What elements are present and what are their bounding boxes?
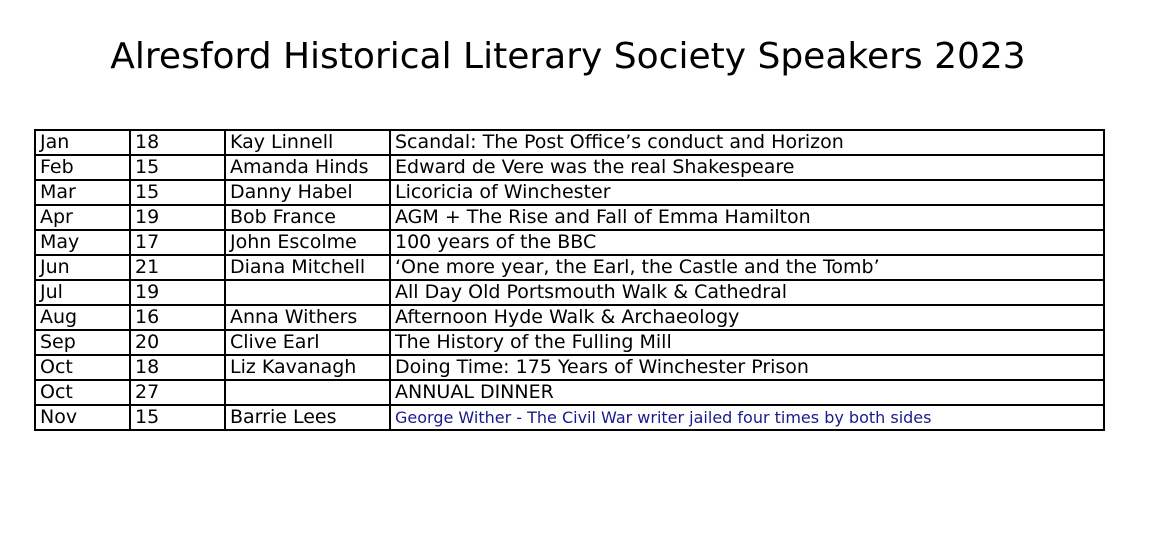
table-row — [35, 230, 1104, 255]
month-cell: Oct — [35, 380, 130, 405]
topic-cell: George Wither - The Civil War writer jailed four times by both sides — [390, 405, 1104, 430]
speaker-cell: Liz Kavanagh — [225, 355, 390, 380]
table-row — [35, 180, 1104, 205]
month-cell: Mar — [35, 180, 130, 205]
table-row — [35, 155, 1104, 180]
topic-cell: Afternoon Hyde Walk & Archaeology — [390, 305, 1104, 330]
month-cell: Feb — [35, 155, 130, 180]
month-cell: Jul — [35, 280, 130, 305]
page-title: Alresford Historical Literary Society Speakers 2023 — [110, 36, 1026, 77]
day-cell: 15 — [130, 180, 225, 205]
speaker-cell: Kay Linnell — [225, 130, 390, 155]
table-row — [35, 305, 1104, 330]
day-cell: 18 — [130, 130, 225, 155]
speaker-cell: Danny Habel — [225, 180, 390, 205]
day-cell: 20 — [130, 330, 225, 355]
topic-cell: ‘One more year, the Earl, the Castle and the Tomb’ — [390, 255, 1104, 280]
speakers-table — [34, 129, 1105, 431]
table-row — [35, 280, 1104, 305]
day-cell: 19 — [130, 205, 225, 230]
speaker-cell: Anna Withers — [225, 305, 390, 330]
speaker-cell: Clive Earl — [225, 330, 390, 355]
topic-cell: ANNUAL DINNER — [390, 380, 1104, 405]
speaker-cell: Diana Mitchell — [225, 255, 390, 280]
month-cell: Nov — [35, 405, 130, 430]
table-row — [35, 380, 1104, 405]
table-row — [35, 355, 1104, 380]
month-cell: Jan — [35, 130, 130, 155]
speaker-cell — [225, 280, 390, 305]
day-cell: 17 — [130, 230, 225, 255]
topic-cell: The History of the Fulling Mill — [390, 330, 1104, 355]
topic-cell: All Day Old Portsmouth Walk & Cathedral — [390, 280, 1104, 305]
speaker-cell: Bob France — [225, 205, 390, 230]
topic-cell: AGM + The Rise and Fall of Emma Hamilton — [390, 205, 1104, 230]
speakers-table-body — [35, 130, 1104, 430]
speaker-cell: Amanda Hinds — [225, 155, 390, 180]
table-row — [35, 255, 1104, 280]
month-cell: Sep — [35, 330, 130, 355]
topic-cell: Scandal: The Post Office’s conduct and Horizon — [390, 130, 1104, 155]
month-cell: Aug — [35, 305, 130, 330]
day-cell: 15 — [130, 405, 225, 430]
speaker-cell — [225, 380, 390, 405]
table-row — [35, 205, 1104, 230]
speaker-cell: John Escolme — [225, 230, 390, 255]
table-row — [35, 130, 1104, 155]
topic-cell: Licoricia of Winchester — [390, 180, 1104, 205]
topic-cell: Edward de Vere was the real Shakespeare — [390, 155, 1104, 180]
day-cell: 19 — [130, 280, 225, 305]
topic-cell: 100 years of the BBC — [390, 230, 1104, 255]
table-row — [35, 330, 1104, 355]
month-cell: Oct — [35, 355, 130, 380]
table-row — [35, 405, 1104, 430]
month-cell: Apr — [35, 205, 130, 230]
month-cell: May — [35, 230, 130, 255]
day-cell: 15 — [130, 155, 225, 180]
day-cell: 27 — [130, 380, 225, 405]
speaker-cell: Barrie Lees — [225, 405, 390, 430]
month-cell: Jun — [35, 255, 130, 280]
day-cell: 18 — [130, 355, 225, 380]
day-cell: 16 — [130, 305, 225, 330]
topic-cell: Doing Time: 175 Years of Winchester Prison — [390, 355, 1104, 380]
day-cell: 21 — [130, 255, 225, 280]
